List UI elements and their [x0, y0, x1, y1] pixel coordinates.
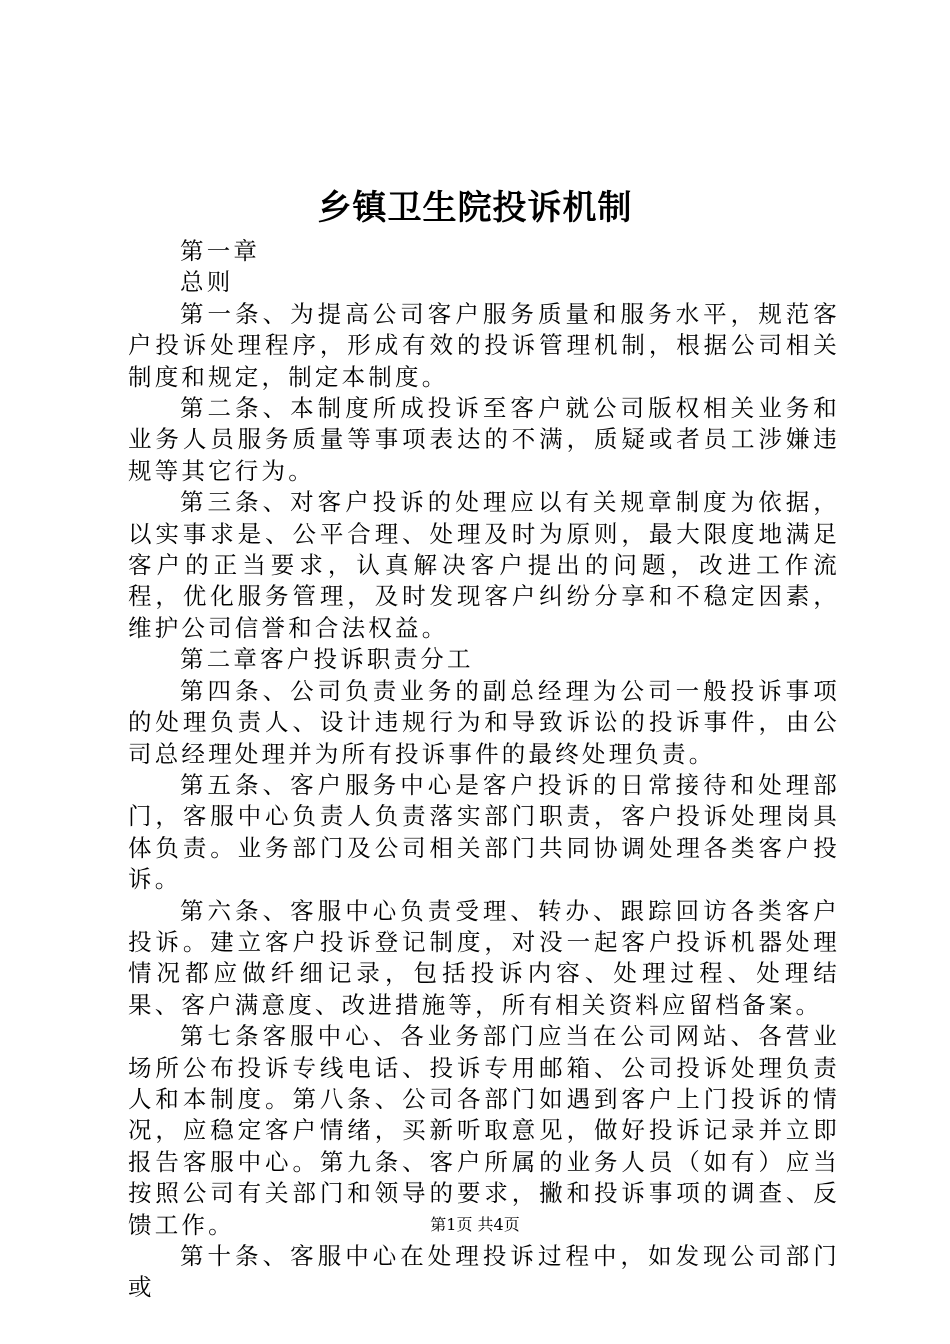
- chapter-heading: 第二章客户投诉职责分工: [180, 645, 474, 674]
- chapter-heading: 第一章: [180, 237, 261, 265]
- page-number: 第1页 共4页: [430, 1215, 520, 1234]
- document-title: 乡镇卫生院投诉机制: [317, 188, 633, 228]
- article-paragraph: 第四条、公司负责业务的副总经理为公司一般投诉事项的处理负责人、设计违规行为和导致诉讼的投诉事件，由公司总经理处理并为所有投诉事件的最终处理负责。: [128, 676, 840, 768]
- section-heading: 总则: [180, 268, 234, 297]
- article-paragraph: 第五条、客户服务中心是客户投诉的日常接待和处理部门，客服中心负责人负责落实部门职责，客户投诉处理岗具体负责。业务部门及公司相关部门共同协调处理各类客户投诉。: [128, 770, 840, 894]
- article-paragraph: 第二条、本制度所成投诉至客户就公司版权相关业务和业务人员服务质量等事项表达的不满，质疑或者员工涉嫌违规等其它行为。: [128, 394, 840, 485]
- article-paragraph: 第十条、客服中心在处理投诉过程中，如发现公司部门或: [128, 1242, 840, 1302]
- article-paragraph: 第六条、客服中心负责受理、转办、跟踪回访各类客户投诉。建立客户投诉登记制度，对没一起客户投诉机器处理情况都应做纤细记录，包括投诉内容、处理过程、处理结果、客户满意度、改进措施等，所有相关资料应留档备案。: [128, 896, 840, 1019]
- article-paragraph: 第七条客服中心、各业务部门应当在公司网站、各营业场所公布投诉专线电话、投诉专用邮箱、公司投诉处理负责人和本制度。第八条、公司各部门如遇到客户上门投诉的情况，应稳定客户情绪，买新听取意见，做好投诉记录并立即报告客服中心。第九条、客户所属的业务人员（如有）应当按照公司有关部门和领导的要求，撇和投诉事项的调查、反馈工作。: [128, 1022, 840, 1239]
- article-paragraph: 第三条、对客户投诉的处理应以有关规章制度为依据，以实事求是、公平合理、处理及时为原则，最大限度地满足客户的正当要求，认真解决客户提出的问题，改进工作流程，优化服务管理，及时发现客户纠纷分享和不稳定因素，维护公司信誉和合法权益。: [128, 488, 840, 642]
- article-paragraph: 第一条、为提高公司客户服务质量和服务水平，规范客户投诉处理程序，形成有效的投诉管理机制，根据公司相关制度和规定，制定本制度。: [128, 299, 840, 391]
- document-body: [128, 236, 840, 1304]
